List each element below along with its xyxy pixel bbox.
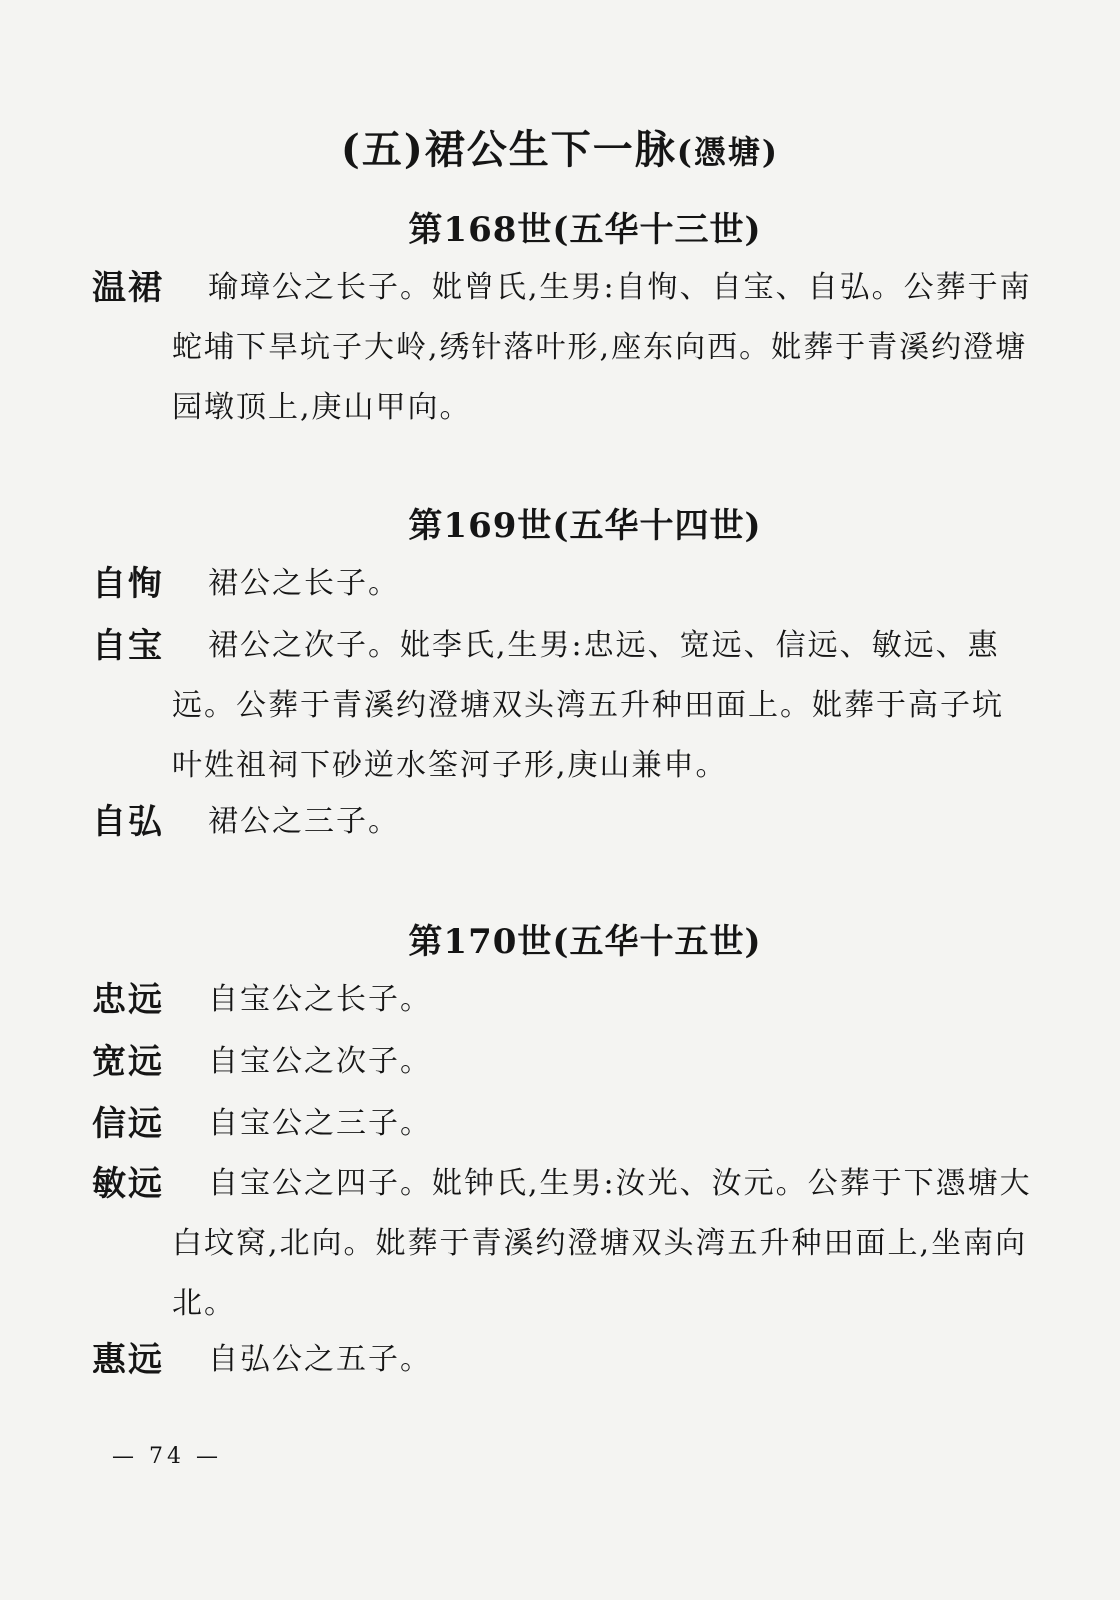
person-description: 自宝公之长子。 [208,982,432,1017]
person-description: 裙公之长子。 [208,566,400,601]
person-description: 裙公之三子。 [208,804,400,839]
person-description: 自宝公之四子。妣钟氏,生男:汝光、汝元。公葬于下憑塘大白坟窝,北向。妣葬于青溪约澄塘双头湾五升种田面上,坐南向北。 [172,1166,1032,1321]
person-entry [92,258,1032,438]
person-entry [92,792,1032,852]
person-entry [92,616,1032,796]
person-entry [92,1330,1032,1390]
person-description: 自弘公之五子。 [208,1342,432,1377]
person-name: 自宝 [92,626,164,666]
person-name: 惠远 [92,1340,164,1380]
generation-heading: 第169世(五华十四世) [408,506,762,546]
person-name: 宽远 [92,1042,164,1082]
generation-heading: 第170世(五华十五世) [408,922,762,962]
person-entry [92,1032,1032,1092]
person-entry [92,1154,1032,1334]
person-name: 敏远 [92,1164,164,1204]
person-entry [92,970,1032,1030]
person-name: 温裙 [92,268,164,308]
chapter-title-sub: (憑塘) [676,133,780,171]
person-name: 忠远 [92,980,164,1020]
generation-heading: 第168世(五华十三世) [408,210,762,250]
person-name: 信远 [92,1104,164,1144]
person-name: 自恂 [92,564,164,604]
person-description: 自宝公之三子。 [208,1106,432,1141]
person-entry [92,554,1032,614]
person-description: 自宝公之次子。 [208,1044,432,1079]
person-description: 裙公之次子。妣李氏,生男:忠远、宽远、信远、敏远、惠远。公葬于青溪约澄塘双头湾五升种田面上。妣葬于高子坑叶姓祖祠下砂逆水筌河子形,庚山兼申。 [172,628,1004,783]
person-description: 瑜璋公之长子。妣曾氏,生男:自恂、自宝、自弘。公葬于南蛇埔下旱坑子大岭,绣针落叶形,座东向西。妣葬于青溪约澄塘园墩顶上,庚山甲向。 [172,270,1032,425]
chapter-title [0,118,1120,175]
page-number: — 74 — [112,1444,222,1469]
chapter-title-main: (五)裙公生下一脉 [340,126,677,173]
person-name: 自弘 [92,802,164,842]
person-entry [92,1094,1032,1154]
